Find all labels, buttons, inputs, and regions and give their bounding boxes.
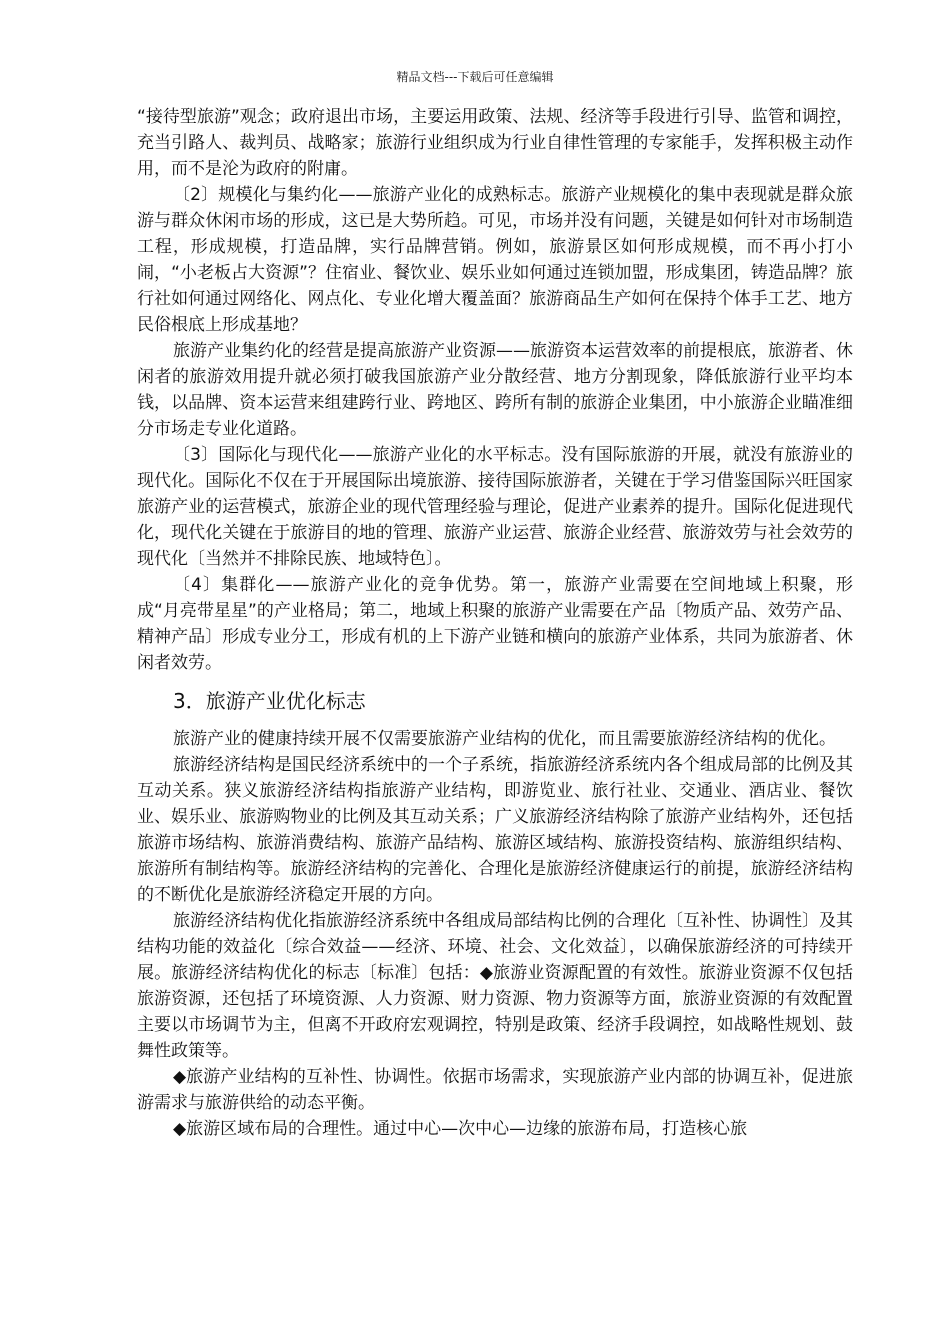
paragraph-1: “接待型旅游”观念；政府退出市场，主要运用政策、法规、经济等手段进行引导、监管和调控，充当引路人、裁判员、战略家；旅游行业组织成为行业自律性管理的专家能手，发挥积极主动作用，而不是沦为政府的附庸。: [137, 107, 853, 179]
section-heading: 3．旅游产业优化标志: [173, 689, 366, 713]
paragraph-6: 旅游产业的健康持续开展不仅需要旅游产业结构的优化，而且需要旅游经济结构的优化。: [173, 729, 836, 749]
document-body: [137, 104, 853, 1142]
paragraph-10: ◆旅游区域布局的合理性。通过中心—次中心—边缘的旅游布局，打造核心旅: [173, 1119, 748, 1139]
page-header: 精品文档---下载后可任意编辑: [396, 70, 554, 84]
paragraph-8: 旅游经济结构优化指旅游经济系统中各组成局部结构比例的合理化〔互补性、协调性〕及其结构功能的效益化〔综合效益——经济、环境、社会、文化效益〕，以确保旅游经济的可持续开展。旅游经济结构优化的标志〔标准〕包括：◆旅游业资源配置的有效性。旅游业资源不仅包括旅游资源，还包括了环境资源、人力资源、财力资源、物力资源等方面，旅游业资源的有效配置主要以市场调节为主，但离不开政府宏观调控，特别是政策、经济手段调控，如战略性规划、鼓舞性政策等。: [137, 911, 853, 1061]
paragraph-7: 旅游经济结构是国民经济系统中的一个子系统，指旅游经济系统内各个组成局部的比例及其互动关系。狭义旅游经济结构指旅游产业结构，即游览业、旅行社业、交通业、酒店业、餐饮业、娱乐业、旅游购物业的比例及其互动关系；广义旅游经济结构除了旅游产业结构外，还包括旅游市场结构、旅游消费结构、旅游产品结构、旅游区域结构、旅游投资结构、旅游组织结构、旅游所有制结构等。旅游经济结构的完善化、合理化是旅游经济健康运行的前提，旅游经济结构的不断优化是旅游经济稳定开展的方向。: [137, 755, 853, 905]
paragraph-4: 〔3〕国际化与现代化——旅游产业化的水平标志。没有国际旅游的开展，就没有旅游业的现代化。国际化不仅在于开展国际出境旅游、接待国际旅游者，关键在于学习借鉴国际兴旺国家旅游产业的运营模式，旅游企业的现代管理经验与理论，促进产业素养的提升。国际化促进现代化，现代化关键在于旅游目的地的管理、旅游产业运营、旅游企业经营、旅游效劳与社会效劳的现代化〔当然并不排除民族、地域特色〕。: [137, 445, 853, 569]
paragraph-3: 旅游产业集约化的经营是提高旅游产业资源——旅游资本运营效率的前提根底，旅游者、休闲者的旅游效用提升就必须打破我国旅游产业分散经营、地方分割现象，降低旅游行业平均本钱，以品牌、资本运营来组建跨行业、跨地区、跨所有制的旅游企业集团，中小旅游企业瞄准细分市场走专业化道路。: [137, 341, 853, 439]
paragraph-5: 〔4〕集群化——旅游产业化的竞争优势。第一，旅游产业需要在空间地域上积聚，形成“月亮带星星”的产业格局；第二，地域上积聚的旅游产业需要在产品〔物质产品、效劳产品、精神产品〕形成专业分工，形成有机的上下游产业链和横向的旅游产业体系，共同为旅游者、休闲者效劳。: [137, 575, 853, 673]
paragraph-9: ◆旅游产业结构的互补性、协调性。依据市场需求，实现旅游产业内部的协调互补，促进旅游需求与旅游供给的动态平衡。: [137, 1067, 853, 1113]
paragraph-2: 〔2〕规模化与集约化——旅游产业化的成熟标志。旅游产业规模化的集中表现就是群众旅游与群众休闲市场的形成，这已是大势所趋。可见，市场并没有问题，关键是如何针对市场制造工程，形成规模，打造品牌，实行品牌营销。例如，旅游景区如何形成规模，而不再小打小闹，“小老板占大资源”？住宿业、餐饮业、娱乐业如何通过连锁加盟，形成集团，铸造品牌？旅行社如何通过网络化、网点化、专业化增大覆盖面？旅游商品生产如何在保持个体手工艺、地方民俗根底上形成基地？: [137, 185, 853, 335]
